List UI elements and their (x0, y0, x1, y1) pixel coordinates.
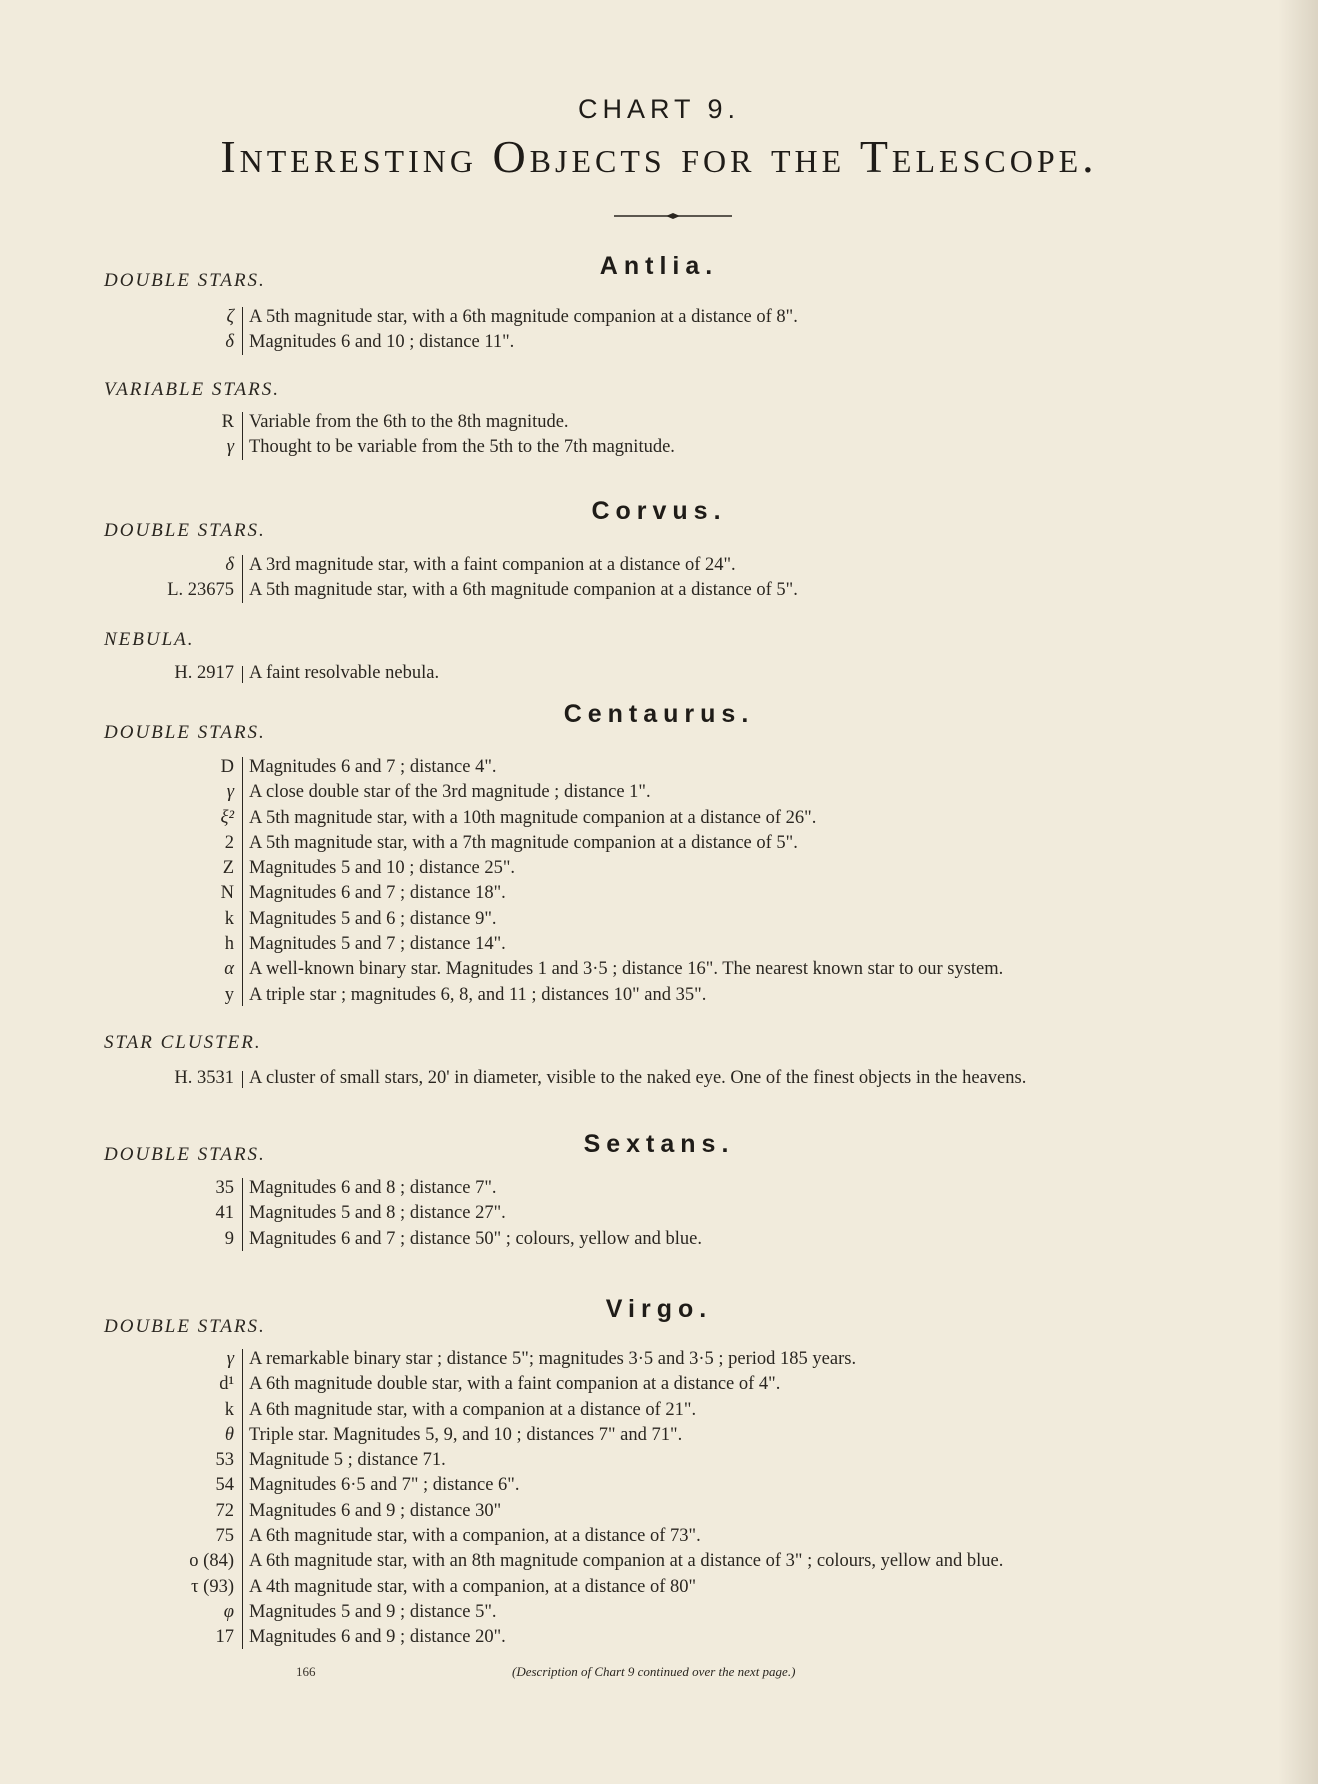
entry-list (0, 661, 1318, 686)
star-designation: φ (223, 1601, 234, 1622)
constellation-corvus: Corvus. (591, 497, 727, 525)
star-description: Magnitudes 5 and 10 ; distance 25". (249, 858, 515, 879)
star-designation: θ (224, 1424, 234, 1445)
category-double-stars: DOUBLE STARS. (104, 270, 266, 291)
star-designation: H. 2917 (174, 663, 234, 683)
list-item (0, 1201, 1318, 1226)
star-description: Magnitudes 6 and 10 ; distance 11". (249, 332, 515, 353)
star-description: A 6th magnitude star, with an 8th magnitude companion at a distance of 3" ; colours, yellow and blue. (249, 1551, 1004, 1572)
category-double-stars: DOUBLE STARS. (104, 1316, 266, 1337)
star-designation: 72 (215, 1500, 234, 1521)
constellation-virgo: Virgo. (605, 1295, 713, 1323)
list-item (0, 983, 1318, 1008)
list-item (0, 305, 1318, 330)
star-designation: 9 (224, 1228, 234, 1249)
star-designation: H. 3531 (174, 1068, 234, 1088)
page-number: 166 (296, 1664, 316, 1679)
star-designation: α (224, 959, 234, 980)
star-description: A cluster of small stars, 20' in diameter, visible to the naked eye. One of the finest objects in the heavens. (249, 1068, 1027, 1088)
star-designation: D (220, 757, 234, 777)
entry-list (0, 1176, 1318, 1252)
star-designation: ζ (226, 307, 234, 327)
list-item (0, 1524, 1318, 1549)
star-designation: ξ² (220, 807, 234, 828)
list-item (0, 856, 1318, 881)
star-description: Magnitudes 6 and 8 ; distance 7". (249, 1178, 497, 1198)
list-item (0, 578, 1318, 603)
list-item (0, 1227, 1318, 1252)
star-designation: 54 (215, 1475, 234, 1496)
main-title: Interesting Objects for the Telescope. (220, 131, 1098, 182)
star-designation: 41 (215, 1203, 234, 1224)
category-double-stars: DOUBLE STARS. (104, 1144, 266, 1165)
star-designation: h (224, 934, 234, 955)
star-description: A 5th magnitude star, with a 6th magnitude companion at a distance of 5". (249, 580, 798, 601)
star-description: Triple star. Magnitudes 5, 9, and 10 ; distances 7" and 71". (249, 1424, 683, 1445)
star-designation: τ (93) (191, 1576, 234, 1597)
list-item (0, 907, 1318, 932)
category-nebula: NEBULA. (104, 629, 195, 650)
star-designation: d¹ (219, 1374, 234, 1395)
star-designation: k (224, 908, 234, 929)
star-description: A remarkable binary star ; distance 5"; magnitudes 3·5 and 3·5 ; period 185 years. (249, 1349, 857, 1369)
star-designation: L. 23675 (167, 580, 234, 601)
star-description: A 5th magnitude star, with a 7th magnitude companion at a distance of 5". (249, 832, 798, 853)
star-description: A 6th magnitude double star, with a faint companion at a distance of 4". (249, 1374, 781, 1395)
constellation-sextans: Sextans. (583, 1130, 735, 1158)
list-item (0, 1499, 1318, 1524)
star-description: A well-known binary star. Magnitudes 1 and 3·5 ; distance 16". The nearest known star to our system. (249, 959, 1004, 980)
star-description: Thought to be variable from the 5th to the 7th magnitude. (249, 437, 675, 458)
list-item (0, 932, 1318, 957)
chart-number: CHART 9. (577, 94, 741, 124)
list-item (0, 1473, 1318, 1498)
star-designation: 75 (215, 1526, 234, 1547)
star-designation: γ (226, 782, 234, 803)
star-description: A close double star of the 3rd magnitude ; distance 1". (249, 782, 651, 803)
star-description: A 6th magnitude star, with a companion at a distance of 21". (249, 1399, 697, 1420)
star-description: Magnitudes 6 and 9 ; distance 30" (249, 1500, 502, 1521)
list-item (0, 1625, 1318, 1650)
star-description: Magnitudes 6 and 7 ; distance 4". (249, 757, 497, 777)
star-designation: δ (225, 332, 234, 353)
list-item (0, 553, 1318, 578)
star-designation: 53 (215, 1450, 234, 1471)
category-double-stars: DOUBLE STARS. (104, 520, 266, 541)
star-description: A 6th magnitude star, with a companion, at a distance of 73". (249, 1526, 701, 1547)
entry-list (0, 553, 1318, 604)
entry-list (0, 755, 1318, 1008)
list-item (0, 410, 1318, 435)
entry-list (0, 1347, 1318, 1651)
constellation-centaurus: Centaurus. (563, 700, 755, 728)
list-item (0, 1372, 1318, 1397)
star-designation: R (221, 412, 234, 432)
category-double-stars: DOUBLE STARS. (104, 722, 266, 743)
star-description: Magnitude 5 ; distance 71. (249, 1450, 446, 1471)
star-designation: 35 (215, 1178, 234, 1198)
list-item (0, 780, 1318, 805)
list-item (0, 957, 1318, 982)
list-item (0, 1423, 1318, 1448)
list-item (0, 661, 1318, 686)
star-description: A 4th magnitude star, with a companion, at a distance of 80" (249, 1576, 697, 1597)
star-description: A 5th magnitude star, with a 6th magnitude companion at a distance of 8". (249, 307, 798, 327)
category-variable-stars: VARIABLE STARS. (104, 379, 280, 400)
star-designation: γ (226, 1349, 234, 1369)
star-description: A 5th magnitude star, with a 10th magnitude companion at a distance of 26". (249, 807, 817, 828)
list-item (0, 755, 1318, 780)
star-designation: y (224, 984, 234, 1005)
star-designation: k (224, 1399, 234, 1420)
list-item (0, 806, 1318, 831)
list-item (0, 1347, 1318, 1372)
star-description: A faint resolvable nebula. (249, 663, 440, 683)
list-item (0, 1600, 1318, 1625)
star-designation: 2 (224, 832, 234, 853)
star-description: Magnitudes 6 and 7 ; distance 18". (249, 883, 506, 904)
list-item (0, 330, 1318, 355)
entry-list (0, 1066, 1318, 1091)
list-item (0, 1549, 1318, 1574)
category-star-cluster: STAR CLUSTER. (104, 1032, 262, 1053)
ornament-divider (614, 213, 732, 219)
continuation-note: (Description of Chart 9 continued over the next page.) (512, 1664, 796, 1679)
star-description: Magnitudes 6 and 7 ; distance 50" ; colours, yellow and blue. (249, 1228, 703, 1249)
list-item (0, 1066, 1318, 1091)
list-item (0, 831, 1318, 856)
star-description: Magnitudes 6 and 9 ; distance 20". (249, 1627, 506, 1648)
star-designation: δ (225, 555, 234, 575)
entry-list (0, 410, 1318, 461)
star-designation: o (84) (189, 1551, 234, 1572)
star-description: Magnitudes 5 and 9 ; distance 5". (249, 1601, 497, 1622)
star-description: Magnitudes 5 and 8 ; distance 27". (249, 1203, 506, 1224)
star-description: Magnitudes 5 and 6 ; distance 9". (249, 908, 497, 929)
list-item (0, 881, 1318, 906)
list-item (0, 1398, 1318, 1423)
star-designation: 17 (215, 1627, 234, 1648)
list-item (0, 1448, 1318, 1473)
list-item (0, 1176, 1318, 1201)
star-designation: γ (226, 437, 234, 458)
star-description: Magnitudes 6·5 and 7" ; distance 6". (249, 1475, 520, 1496)
star-description: A 3rd magnitude star, with a faint companion at a distance of 24". (249, 555, 736, 575)
list-item (0, 435, 1318, 460)
star-description: Variable from the 6th to the 8th magnitude. (249, 412, 569, 432)
list-item (0, 1575, 1318, 1600)
star-description: Magnitudes 5 and 7 ; distance 14". (249, 934, 506, 955)
star-designation: N (220, 883, 234, 904)
entry-list (0, 305, 1318, 356)
constellation-antlia: Antlia. (599, 252, 719, 280)
star-description: A triple star ; magnitudes 6, 8, and 11 ; distances 10" and 35". (249, 984, 707, 1005)
star-designation: Z (222, 858, 234, 879)
